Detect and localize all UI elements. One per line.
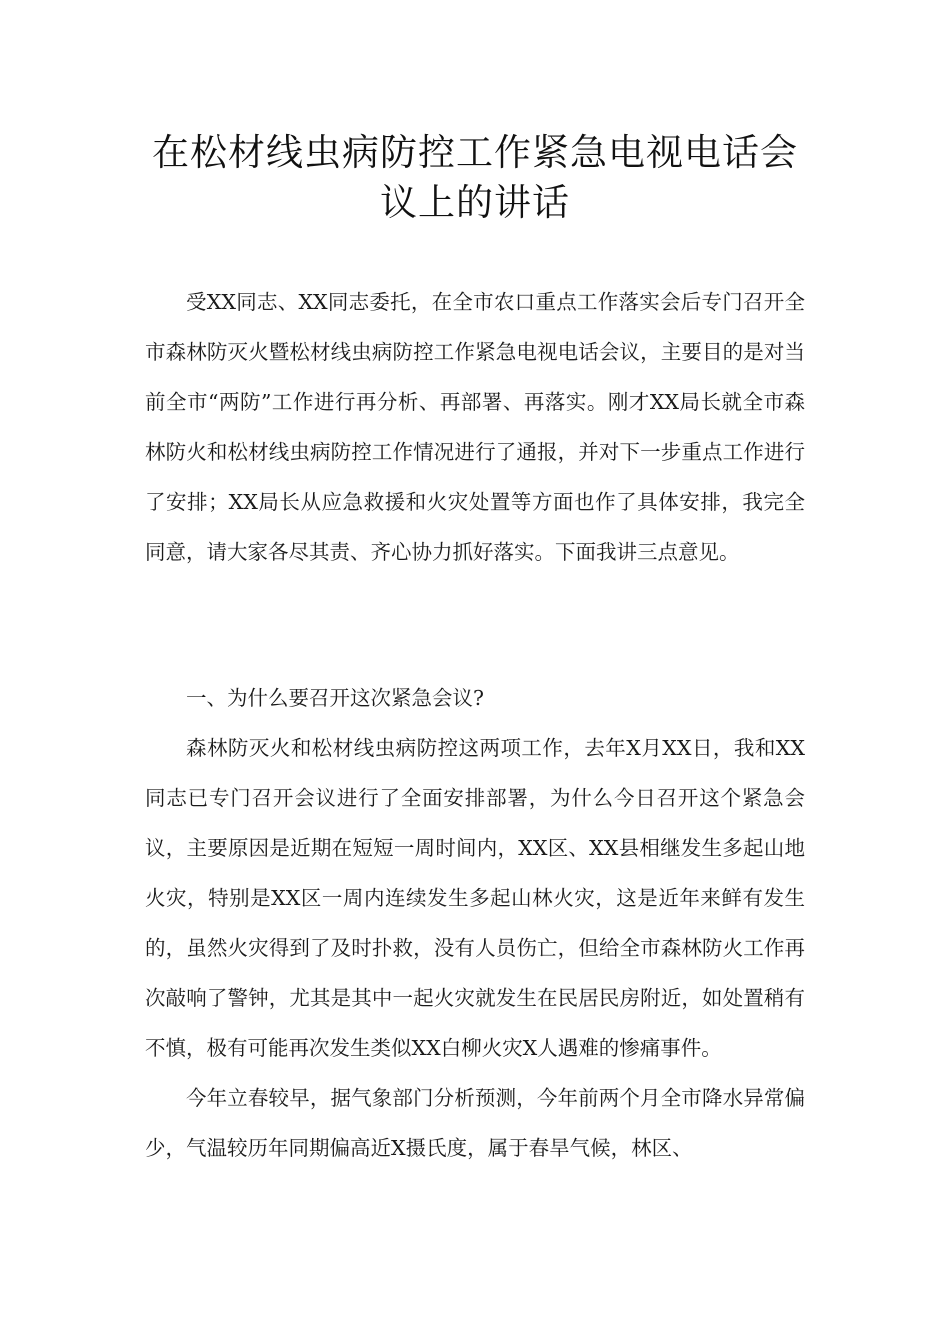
intro-block: [145, 277, 805, 577]
title-line-1: 在松材线虫病防控工作紧急电视电话会: [152, 131, 798, 174]
title-line-2: 议上的讲话: [380, 181, 570, 224]
document-title: [120, 128, 830, 228]
intro-paragraph: 受XX同志、XX同志委托，在全市农口重点工作落实会后专门召开全市森林防灭火暨松材线虫病防控工作紧急电视电话会议，主要目的是对当前全市“两防”工作进行再分析、再部署、再落实。刚才XX局长就全市森林防火和松材线虫病防控工作情况进行了通报，并对下一步重点工作进行了安排；XX局长从应急救援和火灾处置等方面也作了具体安排，我完全同意，请大家各尽其责、齐心协力抓好落实。下面我讲三点意见。: [145, 290, 805, 564]
body-paragraph: 森林防灭火和松材线虫病防控这两项工作，去年X月XX日，我和XX同志已专门召开会议进行了全面安排部署，为什么今日召开这个紧急会议，主要原因是近期在短短一周时间内，XX区、XX县相继发生多起山地火灾，特别是XX区一周内连续发生多起山林火灾，这是近年来鲜有发生的，虽然火灾得到了及时扑救，没有人员伤亡，但给全市森林防火工作再次敲响了警钟，尤其是其中一起火灾就发生在民居民房附近，如处置稍有不慎，极有可能再次发生类似XX白柳火灾X人遇难的惨痛事件。: [145, 736, 805, 1060]
section-heading: 一、为什么要召开这次紧急会议?: [186, 686, 484, 710]
section-one-block: [145, 673, 805, 1173]
body-paragraph: 今年立春较早，据气象部门分析预测，今年前两个月全市降水异常偏少，气温较历年同期偏高近X摄氏度，属于春旱气候，林区、: [145, 1086, 805, 1160]
